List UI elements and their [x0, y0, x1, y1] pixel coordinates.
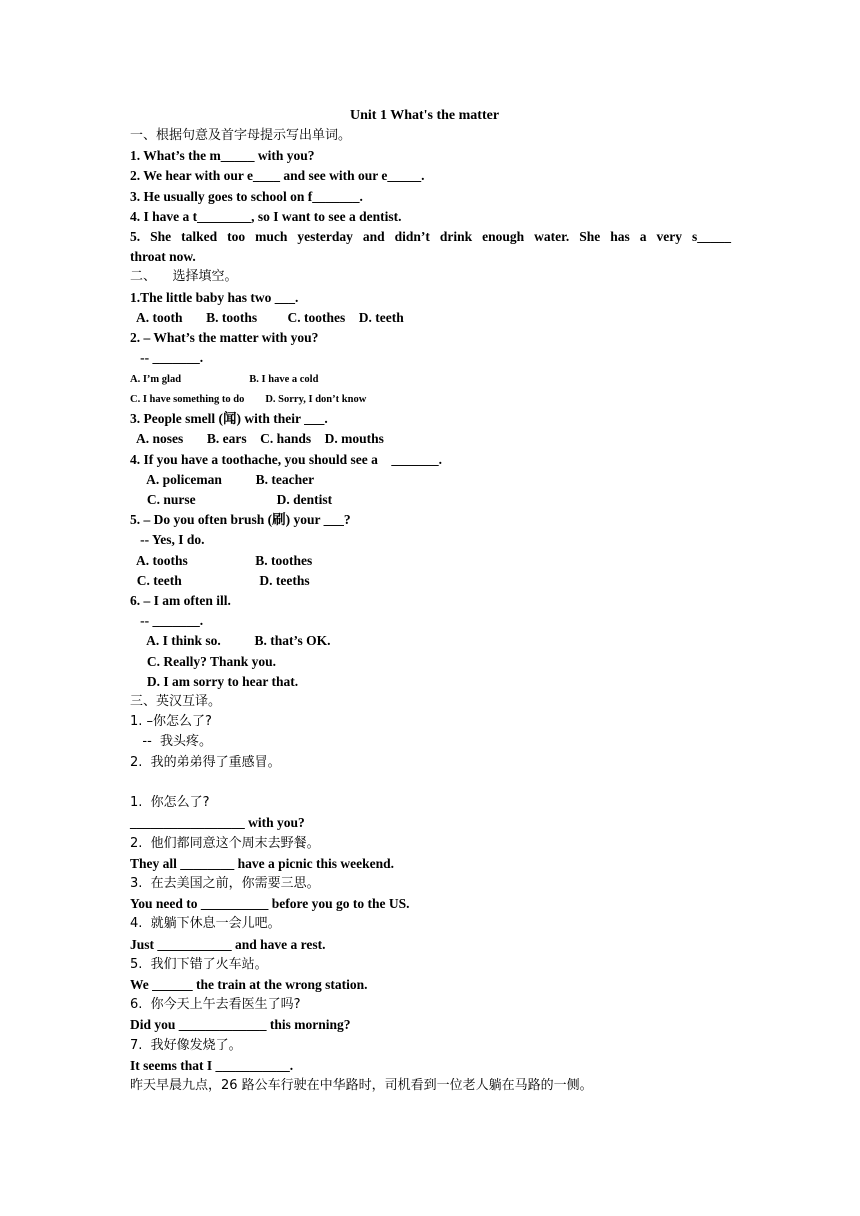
section2-question-2-blank: -- _______.	[130, 350, 204, 365]
section2-question-2-options-ab: A. I’m glad B. I have a cold	[130, 374, 319, 385]
section4-question-4-english: Just ___________ and have a rest.	[130, 937, 326, 952]
section2-question-6-option-d: D. I am sorry to hear that.	[130, 674, 299, 689]
section4-question-7-chinese: 7. 我好像发烧了。	[130, 1038, 242, 1053]
section1-heading: 一、根据句意及首字母提示写出单词。	[130, 128, 352, 143]
section4-question-5-english: We ______ the train at the wrong station.	[130, 977, 368, 992]
section4-question-5-chinese: 5. 我们下错了火车站。	[130, 957, 268, 972]
section1-question-5-cont: throat now.	[130, 249, 196, 264]
section2-question-1: 1.The little baby has two ___.	[130, 290, 299, 305]
section4-question-2-chinese: 2. 他们都同意这个周末去野餐。	[130, 836, 320, 851]
section4-question-6-chinese: 6. 你今天上午去看医生了吗?	[130, 997, 301, 1012]
section4-question-6-english: Did you _____________ this morning?	[130, 1017, 351, 1032]
section2-question-5-options-ab: A. tooths B. toothes	[130, 553, 313, 568]
section4-question-4-chinese: 4. 就躺下休息一会儿吧。	[130, 916, 281, 931]
section3-question-1-answer: -- 我头疼。	[130, 734, 213, 749]
section1-question-3: 3. He usually goes to school on f_______.	[130, 189, 363, 204]
section1-question-5: 5. She talked too much yesterday and didn’t drink enough water. She has a very s_____	[130, 229, 731, 244]
section4-question-1-chinese: 1. 你怎么了?	[130, 795, 210, 810]
passage-text: 昨天早晨九点，26 路公车行驶在中华路时，司机看到一位老人躺在马路的一侧。	[130, 1078, 593, 1093]
section2-question-1-options: A. tooth B. tooths C. toothes D. teeth	[130, 310, 404, 325]
section2-question-6-option-c: C. Really? Thank you.	[130, 654, 277, 669]
section3-heading: 三、英汉互译。	[130, 694, 222, 709]
section2-question-3: 3. People smell (闻) with their ___.	[130, 411, 328, 426]
section2-question-6-options-ab: A. I think so. B. that’s OK.	[130, 633, 331, 648]
section2-question-2-options-cd: C. I have something to do D. Sorry, I don’t know	[130, 394, 367, 405]
section3-question-2: 2. 我的弟弟得了重感冒。	[130, 755, 281, 770]
section2-question-4: 4. If you have a toothache, you should see a _______.	[130, 452, 443, 467]
section4-question-7-english: It seems that I ___________.	[130, 1058, 294, 1073]
section2-question-6: 6. – I am often ill.	[130, 593, 231, 608]
section2-question-4-options-ab: A. policeman B. teacher	[130, 472, 315, 487]
section4-question-3-english: You need to __________ before you go to the US.	[130, 896, 410, 911]
section2-question-6-blank: -- _______.	[130, 613, 204, 628]
section2-question-5: 5. – Do you often brush (刷) your ___?	[130, 512, 351, 527]
section3-question-1: 1. –你怎么了?	[130, 714, 212, 729]
section2-heading: 二、 选择填空。	[130, 269, 238, 284]
section2-question-5-options-cd: C. teeth D. teeths	[130, 573, 310, 588]
section1-question-2: 2. We hear with our e____ and see with our e_____.	[130, 168, 425, 183]
section2-question-5-answer: -- Yes, I do.	[130, 532, 205, 547]
section2-question-4-options-cd: C. nurse D. dentist	[130, 492, 333, 507]
section1-question-4: 4. I have a t________, so I want to see a dentist.	[130, 209, 402, 224]
section2-question-3-options: A. noses B. ears C. hands D. mouths	[130, 431, 384, 446]
section4-question-1-english: _________________ with you?	[130, 815, 305, 830]
section4-question-3-chinese: 3. 在去美国之前，你需要三思。	[130, 876, 320, 891]
document-title: Unit 1 What's the matter	[350, 108, 500, 123]
section2-question-2: 2. – What’s the matter with you?	[130, 330, 319, 345]
section4-question-2-english: They all ________ have a picnic this weekend.	[130, 856, 395, 871]
section1-question-1: 1. What’s the m_____ with you?	[130, 148, 315, 163]
